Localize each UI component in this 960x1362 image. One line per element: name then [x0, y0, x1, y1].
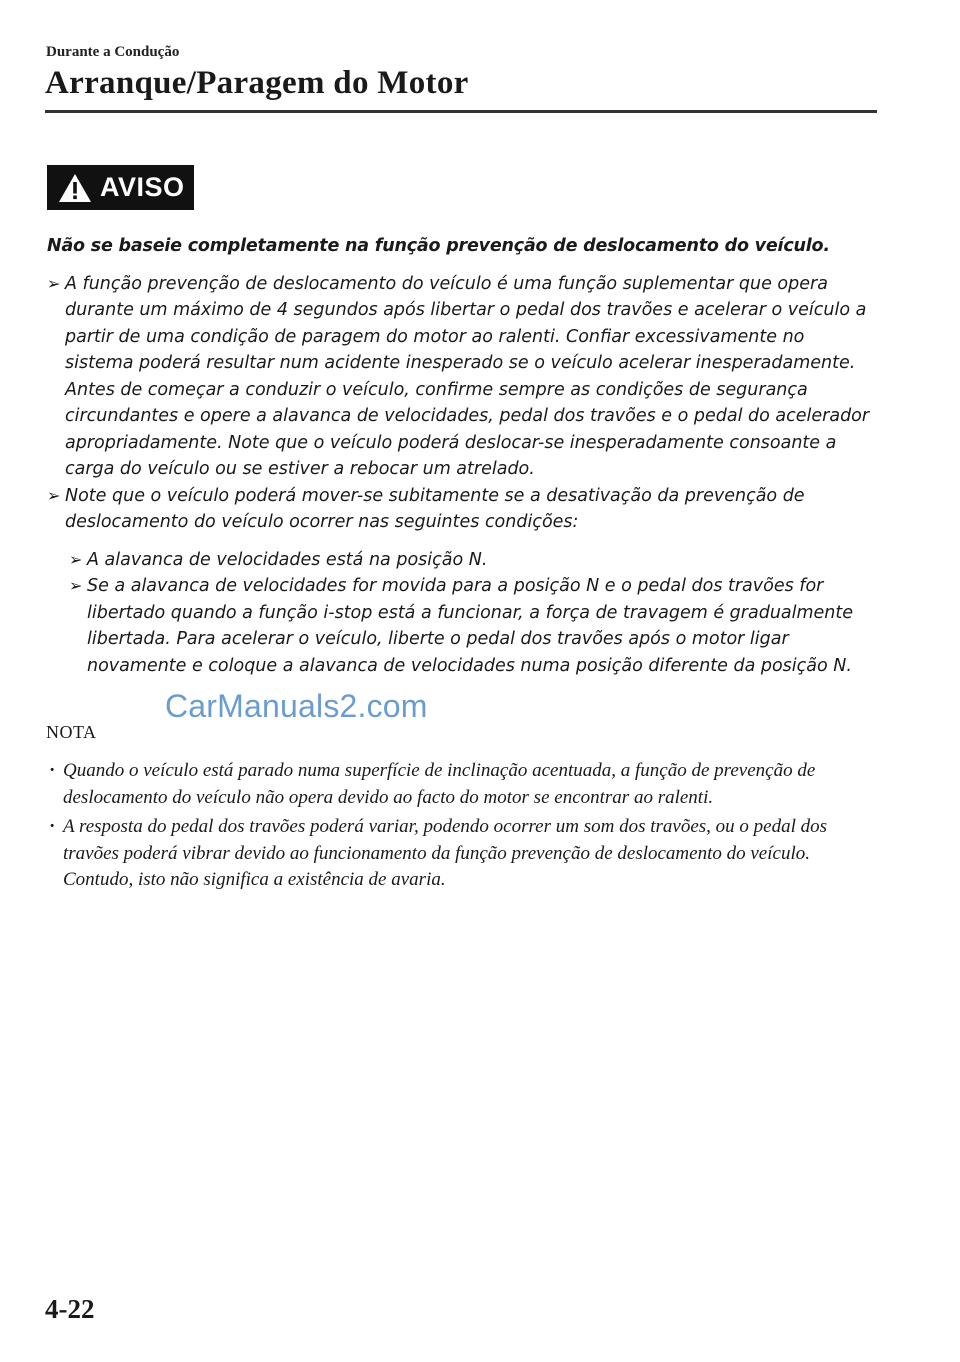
warning-sub-bullet [69, 547, 877, 574]
warning-badge [47, 165, 194, 210]
bullet-dot-icon: · [49, 816, 56, 837]
warning-sub-list [69, 547, 877, 680]
warning-bullet-text: Note que o veículo poderá mover-se subitamente se a desativação da prevenção de deslocamento do veículo ocorrer nas seguintes condições: [65, 485, 805, 532]
arrow-bullet-icon: ➢ [47, 485, 61, 505]
section-label: Durante a Condução [46, 44, 180, 60]
warning-bullet [47, 483, 877, 536]
warning-sub-bullet-text: Se a alavanca de velocidades for movida para a posição N e o pedal dos travões for libertado quando a função i-stop está a funcionar, a força de travagem é gradualmente libertada. Para acelerar o veículo, liberte o pedal dos travões após o motor ligar novamente e coloque a alavanca de velocidades numa posição diferente da posição N. [87, 576, 854, 676]
note-body [47, 758, 877, 897]
title-divider [45, 110, 877, 113]
arrow-bullet-icon: ➢ [69, 576, 83, 595]
note-item-text: A resposta do pedal dos travões poderá variar, podendo ocorrer um som dos travões, ou o pedal dos travões poderá vibrar devido ao funcionamento da função prevenção de deslocamento do veículo. Contudo, isto não significa a existência de avaria. [63, 816, 828, 890]
warning-sub-bullet-text: A alavanca de velocidades está na posição N. [87, 549, 488, 570]
arrow-bullet-icon: ➢ [47, 273, 61, 293]
warning-body [47, 233, 877, 679]
page-number: 4-22 [45, 1294, 95, 1324]
bullet-dot-icon: · [49, 760, 56, 781]
note-item [47, 814, 877, 894]
note-item-text: Quando o veículo está parado numa superfície de inclinação acentuada, a função de prevenção de deslocamento do veículo não opera devido ao facto do motor se encontrar ao ralenti. [63, 760, 816, 808]
page-title: Arranque/Paragem do Motor [45, 65, 469, 101]
arrow-bullet-icon: ➢ [69, 549, 83, 569]
warning-triangle-icon [58, 173, 92, 203]
watermark-link[interactable]: CarManuals2.com [165, 688, 428, 724]
note-label: NOTA [46, 722, 97, 742]
note-item [47, 758, 877, 811]
warning-sub-bullet [69, 573, 877, 679]
warning-bullet [47, 271, 877, 483]
warning-heading: Não se baseie completamente na função prevenção de deslocamento do veículo. [47, 236, 830, 256]
warning-bullet-text: A função prevenção de deslocamento do veículo é uma função suplementar que opera durante um máximo de 4 segundos após libertar o pedal dos travões e acelerar o veículo a partir de uma condição de paragem do motor ao ralenti. Confiar excessivamente no sistema poderá resultar num acidente inesperado se o veículo acelerar inesperadamente. Antes de começar a conduzir o veículo, confirme sempre as condições de segurança circundantes e opere a alavanca de velocidades, pedal dos travões e o pedal do acelerador apropriadamente. Note que o veículo poderá deslocar-se inesperadamente consoante a carga do veículo ou se estiver a rebocar um atrelado. [65, 273, 870, 479]
warning-label: AVISO [100, 172, 185, 202]
